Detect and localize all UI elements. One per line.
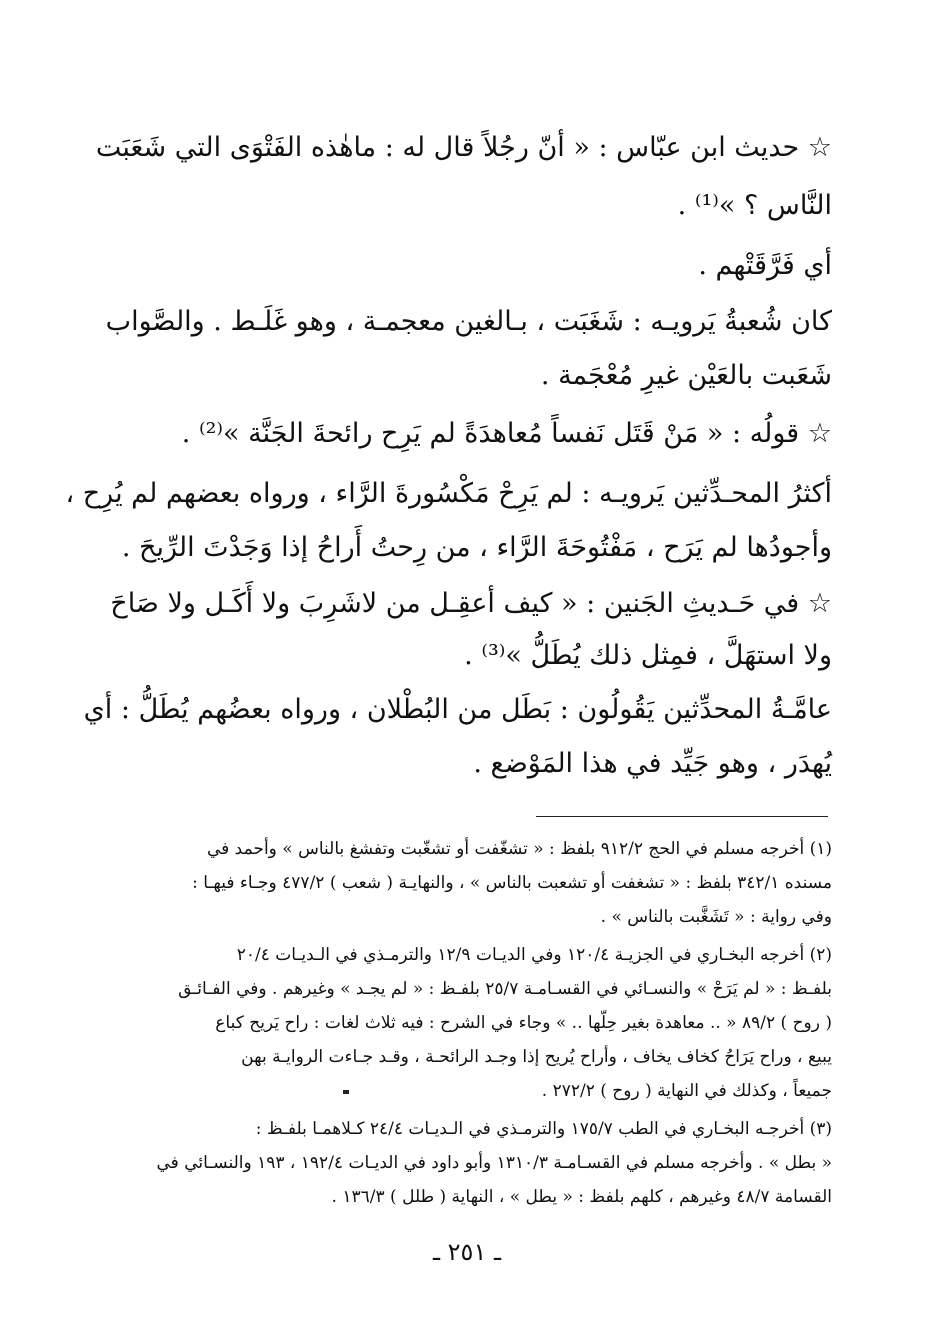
footnote-line-7: يبيع ، وراح يَرَاحُ كخاف يخاف ، وأراح يُريح إذا وجـد الرائحـة ، وقـد جـاءت الروايـة بهن (241, 1047, 832, 1067)
footnote-line-8: جميعاً ، وكذلك في النهاية ( روح ) ٢٧٢/٢ . (541, 1081, 832, 1101)
footnote-line-4: (٢) أخرجه البخـاري في الجزيـة ١٢٠/٤ وفي الديـات ١٢/٩ والترمـذي في الـديـات ٢٠/٤ (236, 945, 832, 965)
main-line-1: ☆ حديث ابن عبّاس : « أنّ رجُلاً قال له : ماهٰذه الفَتْوَى التي شَعَبَت (95, 132, 832, 163)
main-line-4: كان شُعبةُ يَرويـه : شَغَبَت ، بـالغين معجمـة ، وهو غَلَـط . والصَّواب (105, 306, 832, 337)
footnote-separator (536, 816, 828, 817)
ink-mark (343, 1090, 349, 1094)
footnote-line-5: بلفـظ : « لم يَرَحْ » والنسـائي في القسـامـة ٢٥/٧ بلفـظ : « لم يجـد » وغيرهم . وفي الفـائـق (178, 979, 832, 999)
main-line-11: عامَّـةُ المحدِّثين يَقُولُون : بَطَل من البُطْلان ، ورواه بعضُهم يُطَلُّ : أي (83, 694, 832, 725)
footnote-line-2: مسنده ٣٤٢/١ بلفظ : « تشغفت أو تشعبت بالناس » ، والنهايـة ( شعب ) ٤٧٧/٢ وجـاء فيهـا : (192, 873, 832, 893)
main-line-5: شَعَبت بالعَيْن غيرِ مُعْجَمة . (540, 360, 832, 391)
main-line-9: ☆ في حَـديثِ الجَنين : « كيف أعقِـل من لاشَرِبَ ولا أَكَـل ولا صَاحَ (110, 588, 832, 619)
main-line-3: أي فَرَّقَتْهم . (698, 250, 832, 281)
main-line-7: أكثرُ المحـدِّثين يَرويـه : لم يَرِحْ مَكْسُورةَ الرَّاء ، ورواه بعضهم لم يُرِح ، (65, 478, 832, 509)
footnote-line-6: ( روح ) ٨٩/٢ « .. معاهدة بغير حِلّها .. » وجاء في الشرح : فيه ثلاث لغات : راح يَريح كباع (215, 1013, 832, 1033)
footnote-line-9: (٣) أخرجـه البخـاري في الطب ١٧٥/٧ والترمـذي في الـديـات ٢٤/٤ كـلاهمـا بلفـظ : (255, 1119, 832, 1139)
main-line-10: ولا استهَلَّ ، فمِثل ذلك يُطَلُّ »⁽³⁾ . (464, 640, 832, 671)
footnote-line-3: وفي رواية : « تَشَغَّبت بالناس » . (600, 907, 832, 927)
main-line-12: يُهدَر ، وهو جَيِّد في هذا المَوْضع . (473, 748, 832, 779)
main-line-6: ☆ قولُه : « مَنْ قَتَل نَفساً مُعاهدَةً لم يَرِح رائحةَ الجَنَّة »⁽²⁾ . (181, 418, 832, 449)
page-number: ـ ٢٥١ ـ (432, 1238, 501, 1266)
main-line-8: وأجودُها لم يَرَح ، مَفْتُوحَةَ الرَّاء ، من رِحتُ أَراحُ إذا وَجَدْتَ الرِّيحَ . (121, 532, 832, 563)
footnote-line-10: « بطل » . وأخرجه مسلم في القسـامـة ١٣١٠/٣ وأبو داود في الديـات ١٩٢/٤ ، ١٩٣ والنسـائي في (156, 1153, 832, 1173)
footnote-line-11: القسامة ٤٨/٧ وغيرهم ، كلهم بلفظ : « يطل » ، النهاية ( طلل ) ١٣٦/٣ . (331, 1187, 832, 1207)
footnote-line-1: (١) أخرجه مسلم في الحج ٩١٢/٢ بلفظ : « تشغّفت أو تشغّبت وتفشغ بالناس » وأحمد في (206, 839, 832, 859)
main-line-2: النَّاس ؟ »⁽¹⁾ . (677, 190, 832, 221)
